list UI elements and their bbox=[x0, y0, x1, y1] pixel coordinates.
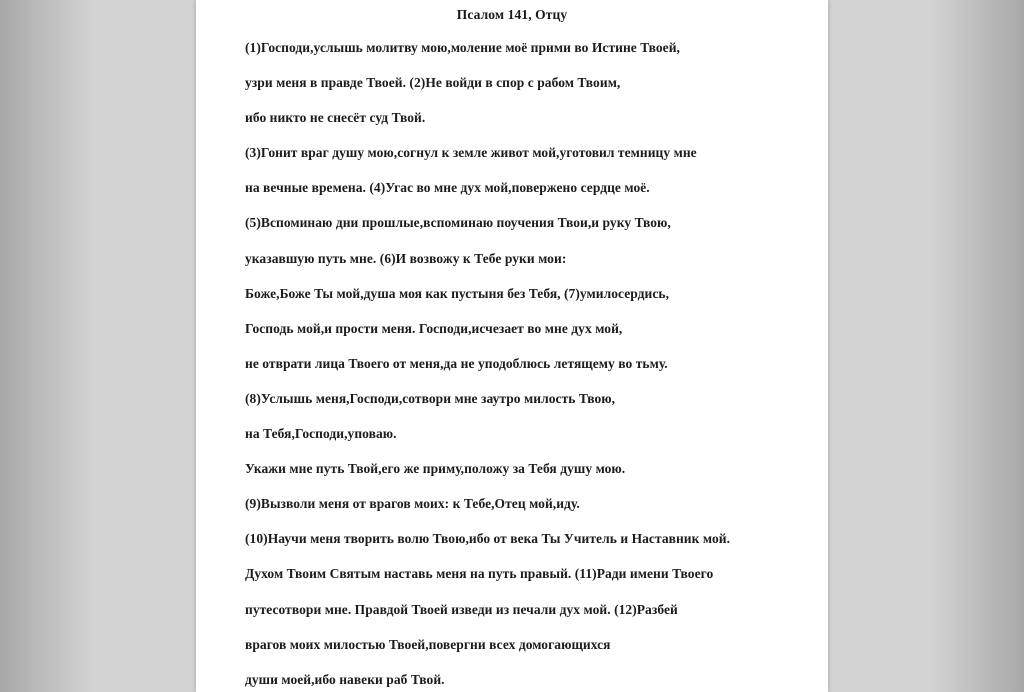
text-line: указавшую путь мне. (6)И возвожу к Тебе руки мои: bbox=[245, 250, 567, 266]
text-line: души моей,ибо навеки раб Твой. bbox=[245, 671, 445, 687]
text-line: Господь мой,и прости меня. Господи,исчезает во мне дух мой, bbox=[245, 320, 623, 336]
text-line: ибо никто не снесёт суд Твой. bbox=[245, 110, 426, 126]
document-text bbox=[245, 38, 798, 692]
text-line: не отврати лица Твоего от меня,да не уподоблюсь летящему во тьму. bbox=[245, 355, 668, 371]
text-line: (8)Услышь меня,Господи,сотвори мне заутро милость Твою, bbox=[245, 390, 616, 406]
text-line: (5)Вспоминаю дни прошлые,вспоминаю поучения Твои,и руку Твою, bbox=[245, 215, 671, 231]
document-page bbox=[196, 0, 828, 692]
text-line: Боже,Боже Ты мой,душа моя как пустыня без Тебя, (7)умилосердись, bbox=[245, 285, 670, 301]
text-line: Духом Твоим Святым наставь меня на путь правый. (11)Ради имени Твоего bbox=[245, 566, 714, 582]
text-line: на Тебя,Господи,уповаю. bbox=[245, 426, 397, 442]
text-line: (3)Гонит враг душу мою,согнул к земле живот мой,уготовил темницу мне bbox=[245, 145, 697, 161]
text-line: (1)Господи,услышь молитву мою,моление моё прими во Истине Твоей, bbox=[245, 40, 680, 55]
document-title: Псалом 141, Отцу bbox=[456, 7, 568, 22]
text-line: Укажи мне путь Твой,его же приму,положу за Тебя душу мою. bbox=[245, 461, 626, 477]
text-line: узри меня в правде Твоей. (2)Не войди в спор с рабом Твоим, bbox=[245, 75, 621, 91]
text-line: (10)Научи меня творить волю Твою,ибо от века Ты Учитель и Наставник мой. bbox=[245, 531, 730, 547]
text-line: врагов моих милостью Твоей,повергни всех домогающихся bbox=[245, 636, 611, 652]
text-line: (9)Вызволи меня от врагов моих: к Тебе,Отец мой,иду. bbox=[245, 496, 580, 512]
text-line: на вечные времена. (4)Угас во мне дух мой,повержено сердце моё. bbox=[245, 180, 650, 196]
text-line: путесотвори мне. Правдой Твоей изведи из печали дух мой. (12)Разбей bbox=[245, 601, 678, 617]
